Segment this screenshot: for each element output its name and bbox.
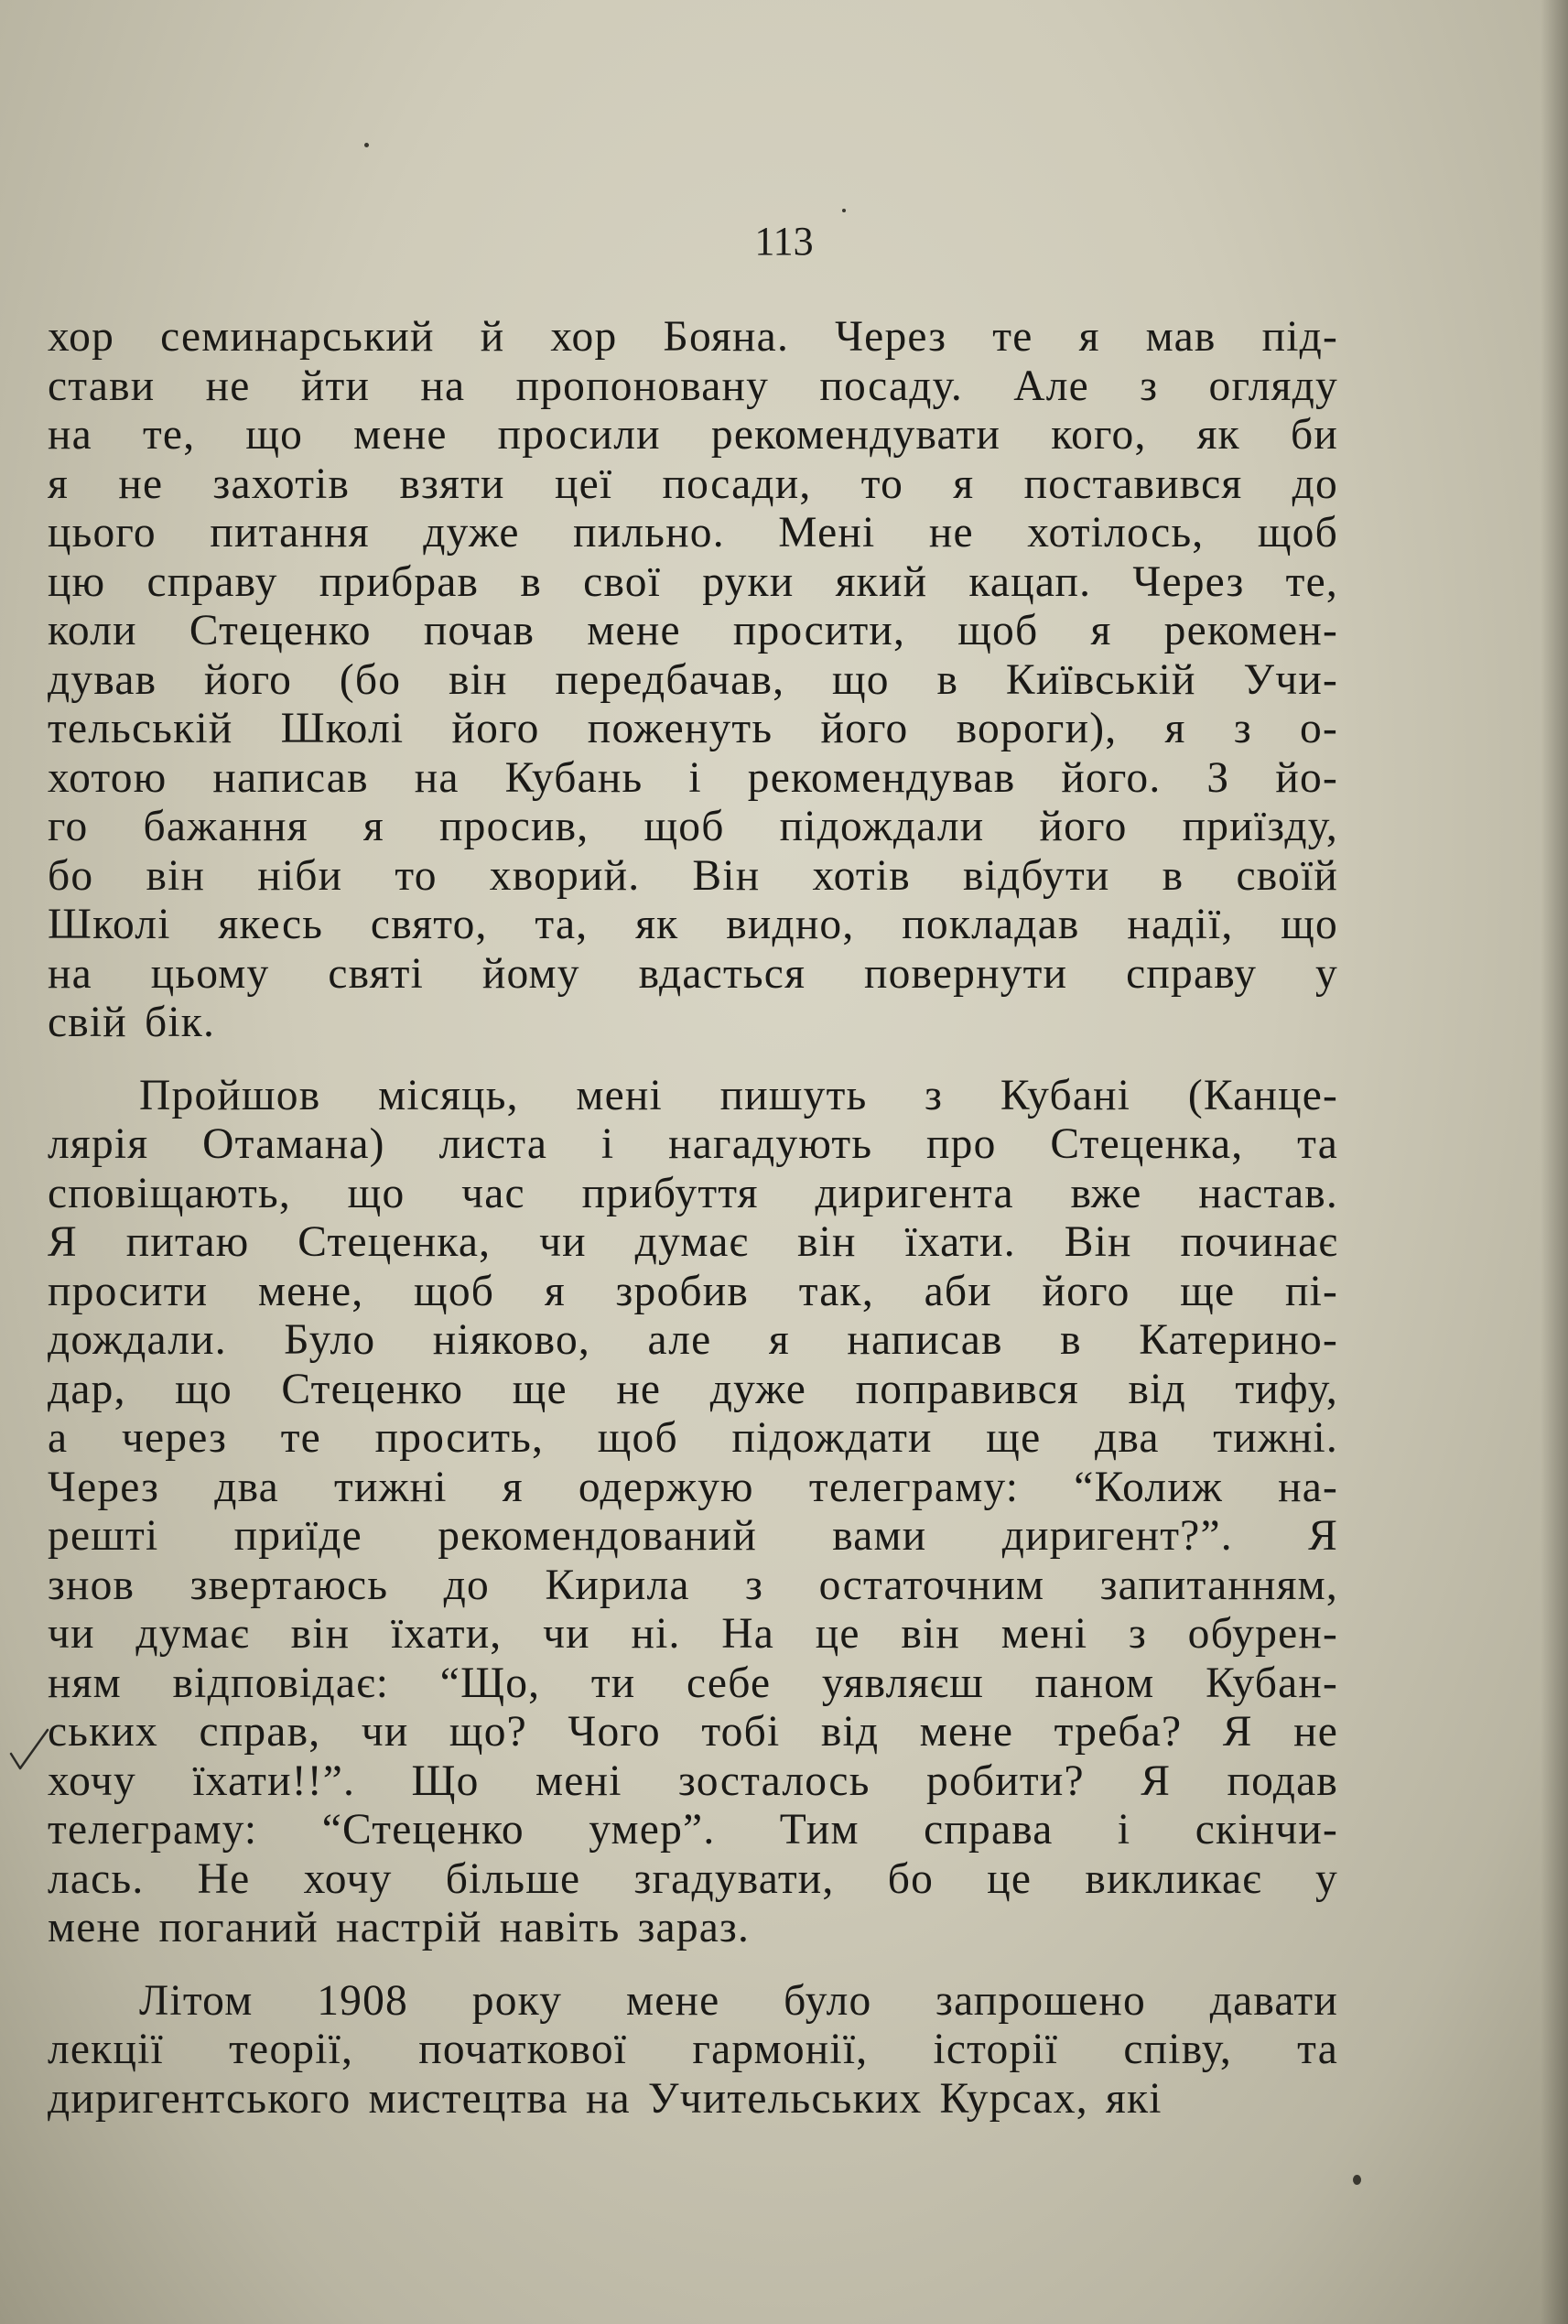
text-line: бо він ніби то хворий. Він хотів відбути в своїй <box>48 851 1338 900</box>
text-line: лярія Отамана) листа і нагадують про Стеценка, та <box>48 1120 1338 1168</box>
text-line: Школі якесь свято, та, як видно, покладав надії, що <box>48 901 1338 948</box>
text-line: а через те просить, щоб підождати ще два тижні. <box>48 1414 1338 1462</box>
text-line: хочу їхати!!”. Що мені зосталось робити? Я подав <box>48 1757 1338 1805</box>
text-line: хор семинарський й хор Бояна. Через те я мав під- <box>48 313 1338 361</box>
paragraph <box>48 1977 1338 2124</box>
text-line: коли Стеценко почав мене просити, щоб я рекомен- <box>48 607 1338 654</box>
text-line: Я питаю Стеценка, чи думає він їхати. Він починає <box>48 1218 1338 1266</box>
text-line: знов звертаюсь до Кирила з остаточним запитанням, <box>48 1561 1338 1609</box>
text-line: Пройшов місяць, мені пишуть з Кубані (Канце- <box>139 1071 1338 1119</box>
page-number: 113 <box>754 219 814 264</box>
paragraph <box>48 1072 1338 1953</box>
text-line: на цьому святі йому вдасться повернути справу у <box>48 949 1338 998</box>
text-line: на те, що мене просили рекомендувати кого, як би <box>48 411 1338 459</box>
page-edge-shadow <box>1541 0 1568 2324</box>
text-line: ням відповідає: “Що, ти себе уявляєш паном Кубан- <box>48 1659 1338 1707</box>
text-line: свій бік. <box>48 999 216 1046</box>
text-line: стави не йти на пропоновану посаду. Але з огляду <box>48 362 1338 410</box>
text-line: Через два тижні я одержую телеграму: “Колиж на- <box>48 1463 1338 1511</box>
text-line: хотою написав на Кубань і рекомендував його. З йо- <box>48 753 1338 802</box>
text-line: просити мене, щоб я зробив так, аби його ще пі- <box>48 1267 1338 1315</box>
text-line: решті приїде рекомендований вами диригент?”. Я <box>48 1512 1338 1560</box>
text-line: я не захотів взяти цеї посади, то я поставився до <box>48 459 1338 508</box>
text-line: цього питання дуже пильно. Мені не хотілось, щоб <box>48 509 1338 557</box>
text-line: лась. Не хочу більше згадувати, бо це викликає у <box>48 1854 1338 1903</box>
paragraph <box>48 313 1338 1048</box>
checkmark-icon <box>7 1726 51 1772</box>
text-line: го бажання я просив, щоб підождали його приїзду, <box>48 803 1338 850</box>
body-text <box>48 313 1338 2124</box>
paper-speck <box>364 143 369 147</box>
text-line: сповіщають, що час прибуття диригента вже настав. <box>48 1169 1338 1217</box>
text-line: дождали. Було ніяково, але я написав в Катерино- <box>48 1316 1338 1364</box>
text-line: телеграму: “Стеценко умер”. Тим справа і скінчи- <box>48 1806 1338 1854</box>
text-line: тельській Школі його поженуть його вороги), я з о- <box>48 705 1338 752</box>
text-line: ських справ, чи що? Чого тобі від мене треба? Я не <box>48 1708 1338 1756</box>
text-line: чи думає він їхати, чи ні. На це він мені з обурен- <box>48 1610 1338 1658</box>
text-line: цю справу прибрав в свої руки який кацап. Через те, <box>48 557 1338 606</box>
text-line: дував його (бо він передбачав, що в Київській Учи- <box>48 655 1338 704</box>
text-line: диригентського мистецтва на Учительських Курсах, які <box>48 2074 1162 2123</box>
paper-speck <box>842 209 846 212</box>
paper-speck <box>1353 2175 1361 2185</box>
text-line: мене поганий настрій навіть зараз. <box>48 1904 751 1951</box>
text-line: дар, що Стеценко ще не дуже поправився від тифу, <box>48 1365 1338 1413</box>
text-line: Літом 1908 року мене було запрошено давати <box>139 1976 1338 2025</box>
text-line: лекції теорії, початкової гармонії, історії співу, та <box>48 2026 1338 2073</box>
